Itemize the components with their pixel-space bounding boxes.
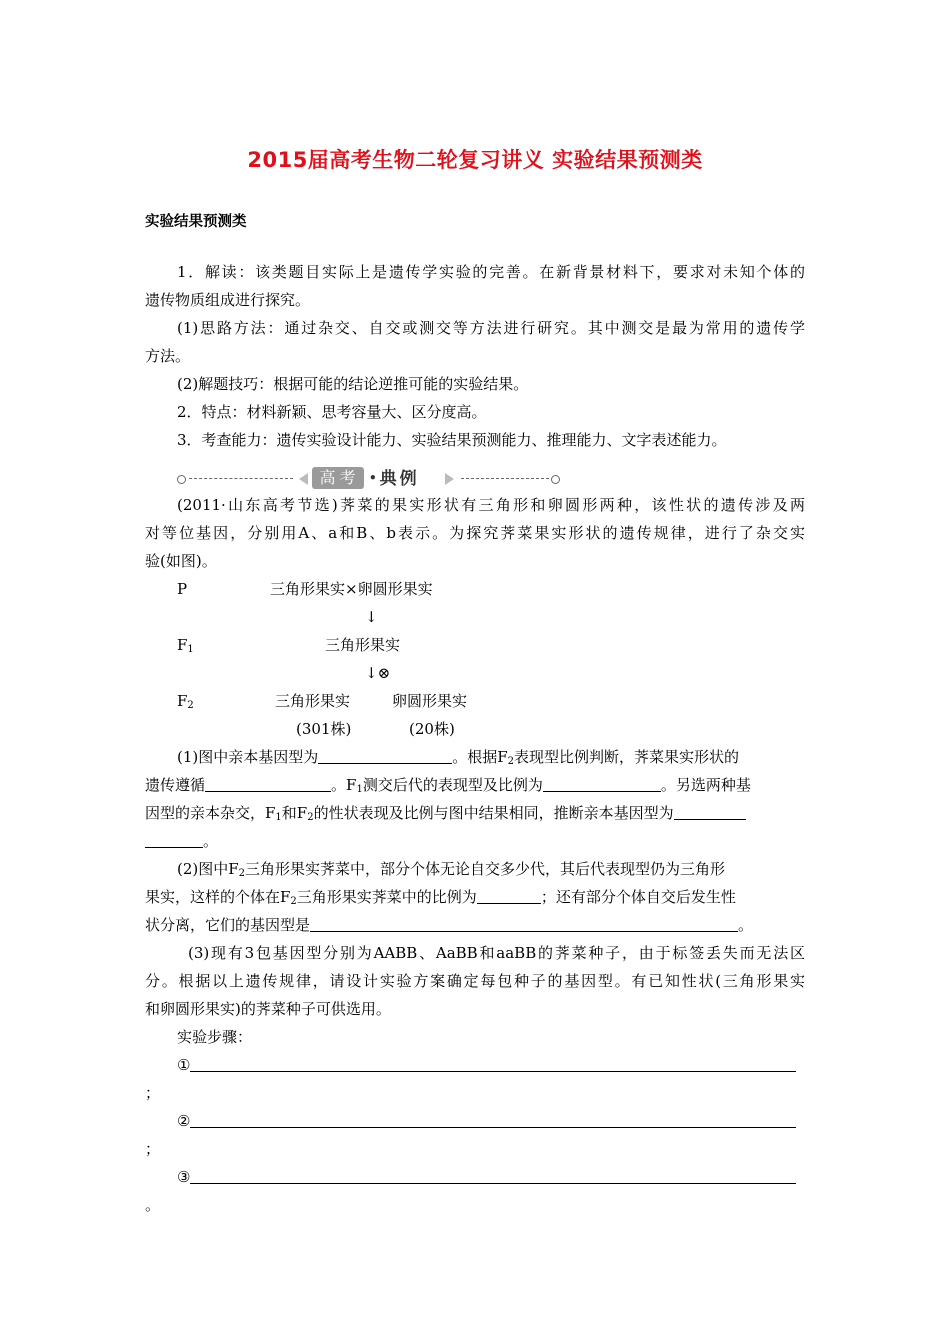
step-3: ③ — [177, 1167, 796, 1187]
arrow-down-icon: ↓ — [365, 608, 378, 626]
question-intro-line-1: (2011·山东高考节选)荠菜的果实形状有三角形和卵圆形两种，该性状的遗传涉及两 — [177, 496, 805, 514]
q1-blank-parents-part2[interactable] — [145, 833, 203, 848]
banner-bullet: • — [369, 471, 380, 485]
q2-line-2: 果实，这样的个体在$F_2$三角形果实荠菜中的比例为 ；还有部分个体自交后发生性 — [145, 888, 736, 907]
intro-paragraph-2-line-2: 方法。 — [145, 347, 191, 365]
step-2-blank[interactable] — [190, 1113, 796, 1128]
right-circle-icon — [551, 475, 560, 484]
step-1-end: ； — [145, 1084, 161, 1102]
f2-phenotype-triangle: 三角形果实 — [275, 692, 351, 710]
question-intro-line-3: 验(如图)。 — [145, 552, 217, 570]
q1-blank-genotype[interactable] — [318, 749, 452, 764]
q1-blank-testcross[interactable] — [543, 777, 661, 792]
left-triangle-icon — [299, 473, 308, 485]
q2-blank-genotypes[interactable] — [310, 917, 738, 932]
q3-line-3: 和卵圆形果实)的荠菜种子可供选用。 — [145, 1000, 391, 1018]
p-generation-label: P — [177, 580, 188, 598]
step-1-blank[interactable] — [190, 1057, 796, 1072]
steps-heading: 实验步骤： — [177, 1028, 253, 1046]
q1-line-4: 。 — [145, 831, 218, 851]
intro-paragraph-3: (2)解题技巧：根据可能的结论逆推可能的实验结果。 — [177, 375, 529, 393]
intro-paragraph-2-line-1: (1)思路方法：通过杂交、自交或测交等方法进行研究。其中测交是最为常用的遗传学 — [177, 319, 805, 337]
step-3-blank[interactable] — [190, 1169, 796, 1184]
intro-paragraph-5: 3．考查能力：遗传实验设计能力、实验结果预测能力、推理能力、文字表述能力。 — [177, 431, 727, 449]
step-3-end: 。 — [145, 1196, 161, 1214]
q1-line-2: 遗传遵循 。$F_1$测交后代的表现型及比例为 。另选两种基 — [145, 776, 751, 795]
f2-count-triangle: (301株) — [296, 720, 352, 738]
gaokao-dianli-banner — [177, 466, 561, 492]
q1-blank-law[interactable] — [205, 777, 331, 792]
step-1: ① — [177, 1055, 796, 1075]
f2-count-oval: (20株) — [409, 720, 455, 738]
intro-paragraph-1-line-2: 遗传物质组成进行探究。 — [145, 291, 311, 309]
gaokao-badge: 高考 — [312, 467, 364, 489]
intro-paragraph-4: 2．特点：材料新颖、思考容量大、区分度高。 — [177, 403, 487, 421]
p-generation-cross: 三角形果实×卵圆形果实 — [270, 580, 433, 598]
right-dotted-rule — [461, 478, 549, 479]
q2-blank-ratio[interactable] — [477, 889, 541, 904]
right-triangle-icon — [445, 473, 454, 485]
step-2-end: ； — [145, 1140, 161, 1158]
f2-generation-label: $F_2$ — [177, 692, 194, 711]
dianli-text: 典例 — [379, 469, 420, 489]
question-intro-line-2: 对等位基因，分别用A、a和B、b表示。为探究荠菜果实形状的遗传规律，进行了杂交实 — [145, 524, 805, 542]
section-heading: 实验结果预测类 — [145, 214, 247, 230]
q1-line-3: 因型的亲本杂交，$F_1$和$F_2$的性状表现及比例与图中结果相同，推断亲本基因型为 — [145, 803, 746, 823]
f1-generation-label: $F_1$ — [177, 636, 194, 655]
step-2: ② — [177, 1111, 796, 1131]
intro-paragraph-1-line-1: 1．解读：该类题目实际上是遗传学实验的完善。在新背景材料下，要求对未知个体的 — [177, 263, 805, 281]
q2-line-1: (2)图中$F_2$三角形果实荠菜中，部分个体无论自交多少代，其后代表现型仍为三角形 — [177, 860, 726, 879]
dianli-label — [369, 466, 420, 491]
q1-line-1: (1)图中亲本基因型为 。根据$F_2$表现型比例判断，荠菜果实形状的 — [177, 748, 740, 767]
q2-line-3: 状分离，它们的基因型是 。 — [145, 916, 754, 934]
document-title: 2015届高考生物二轮复习讲义 实验结果预测类 — [247, 148, 703, 172]
q3-line-1: (3)现有3包基因型分别为AABB、AaBB和aaBB的荠菜种子，由于标签丢失而无法区 — [188, 944, 805, 962]
f2-phenotype-oval: 卵圆形果实 — [392, 692, 468, 710]
left-dotted-rule — [189, 478, 293, 479]
f1-phenotype: 三角形果实 — [325, 636, 401, 654]
left-circle-icon — [177, 475, 186, 484]
q3-line-2: 分。根据以上遗传规律，请设计实验方案确定每包种子的基因型。有已知性状(三角形果实 — [145, 972, 805, 990]
selfing-arrow-icon: ↓⊗ — [365, 664, 391, 682]
q1-blank-parents-part1[interactable] — [674, 805, 746, 820]
